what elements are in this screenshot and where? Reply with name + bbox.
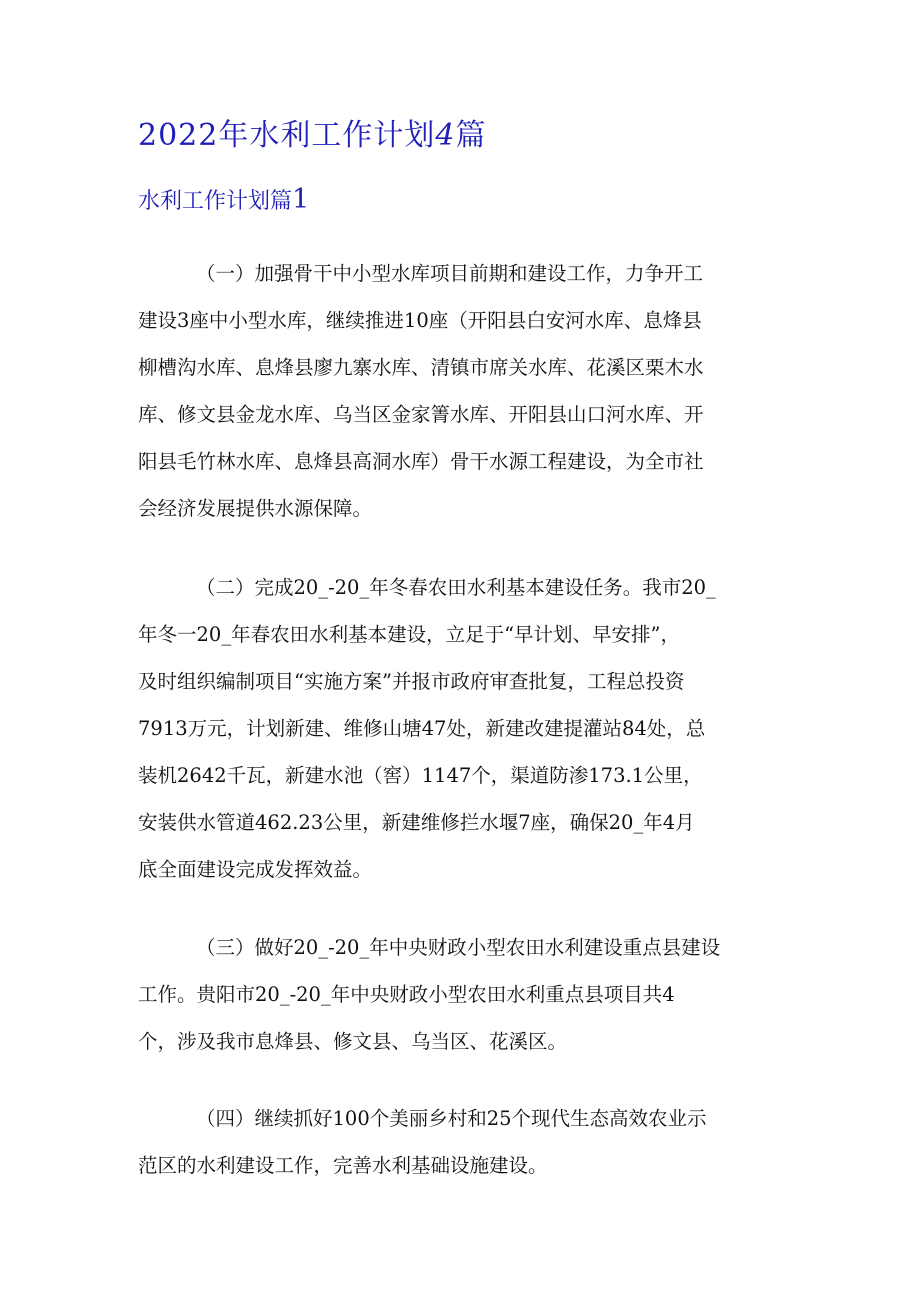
paragraph-line: 个，涉及我市息烽县、修文县、乌当区、花溪区。 — [138, 1030, 568, 1053]
paragraph-2 — [138, 564, 780, 893]
paragraph-line: 阳县毛竹林水库、息烽县高洞水库）骨干水源工程建设，为全市社 — [138, 450, 704, 473]
paragraph-line: 工作。贵阳市20_-20_年中央财政小型农田水利重点县项目共4 — [138, 983, 675, 1006]
paragraph-line: （二）完成20_-20_年冬春农田水利基本建设任务。我市20_ — [196, 576, 716, 599]
paragraph-line: 及时组织编制项目“实施方案”并报市政府审查批复，工程总投资 — [138, 670, 685, 693]
paragraph-line: 底全面建设完成发挥效益。 — [138, 858, 373, 881]
paragraph-line: 库、修文县金龙水库、乌当区金家箐水库、开阳县山口河水库、开 — [138, 403, 704, 426]
paragraph-line: 建设3座中小型水库，继续推进10座（开阳县白安河水库、息烽县 — [138, 309, 702, 332]
section-title — [138, 184, 309, 215]
section-title-text: 水利工作计划篇 — [138, 189, 293, 214]
paragraph-line: 会经济发展提供水源保障。 — [138, 497, 373, 520]
section-title-number: 1 — [292, 184, 310, 215]
document-title-number: 4 — [435, 118, 456, 153]
paragraph-3 — [138, 924, 780, 1065]
document-title-main: 2022年水利工作计划 — [138, 118, 436, 153]
paragraph-line: （一）加强骨干中小型水库项目前期和建设工作，力争开工 — [196, 262, 704, 285]
paragraph-line: 7913万元，计划新建、维修山塘47处，新建改建提灌站84处，总 — [138, 717, 706, 740]
paragraph-line: 柳槽沟水库、息烽县廖九寨水库、清镇市席关水库、花溪区栗木水 — [138, 356, 704, 379]
paragraph-line: （三）做好20_-20_年中央财政小型农田水利建设重点县建设 — [196, 936, 721, 959]
paragraph-line: （四）继续抓好100个美丽乡村和25个现代生态高效农业示 — [196, 1107, 707, 1130]
paragraph-line: 年冬一20_年春农田水利基本建设，立足于“早计划、早安排”， — [138, 623, 681, 646]
document-title — [138, 110, 486, 154]
document-title-tail: 篇 — [455, 118, 487, 153]
paragraph-4 — [138, 1095, 780, 1189]
paragraph-line: 安装供水管道462.23公里，新建维修拦水堰7座，确保20_年4月 — [138, 811, 695, 834]
paragraph-line: 装机2642千瓦，新建水池（窖）1147个，渠道防渗173.1公里， — [138, 764, 703, 787]
paragraph-1 — [138, 250, 780, 532]
paragraph-line: 范区的水利建设工作，完善水利基础设施建设。 — [138, 1154, 548, 1177]
